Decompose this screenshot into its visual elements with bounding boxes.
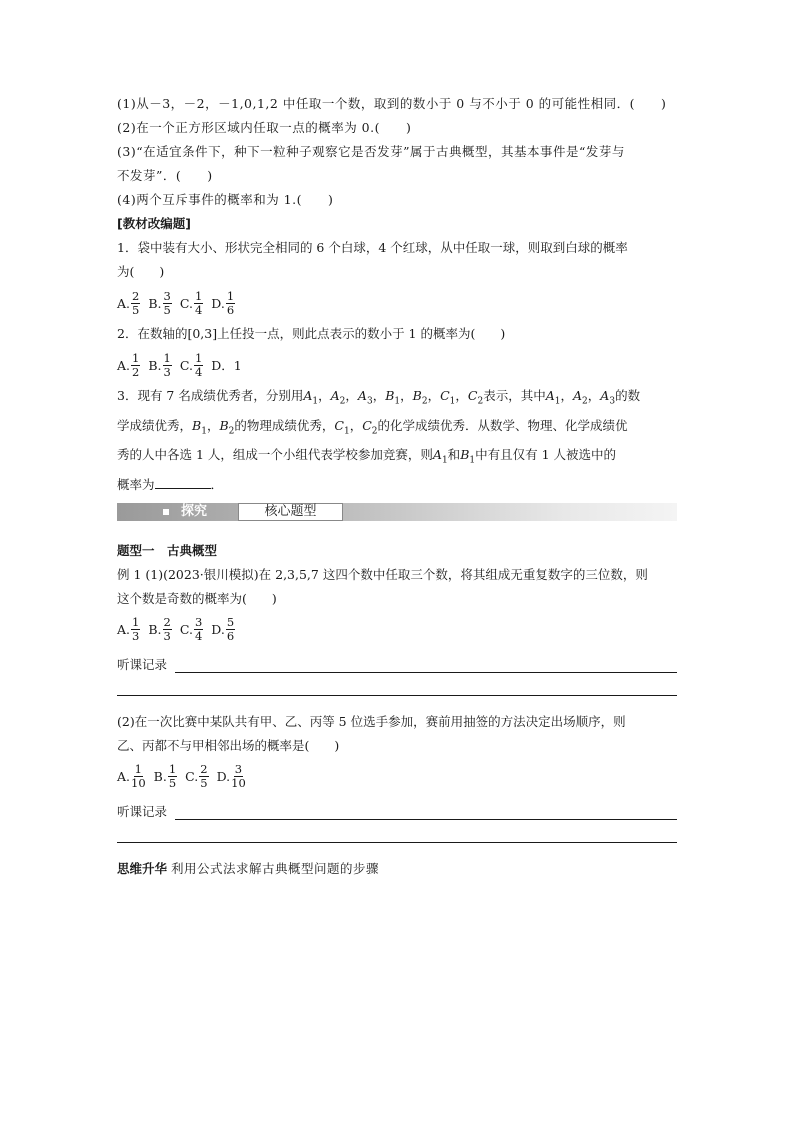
textbook-tag: [教材改编题]: [117, 216, 191, 231]
judge-item-4: (4)两个互斥事件的概率和为 1.( ): [117, 192, 334, 207]
ex1-2-options: [117, 760, 677, 794]
q3-stem-1: 3．现有 7 名成绩优秀者，分别用$A_1$，$A_2$，$A_3$，$B_1$，$B_2$，$C_1$，$C_2$表示，其中$A_1$，$A_2$，$A_3$的数: [117, 388, 641, 407]
q2-options: [117, 348, 677, 382]
q1-options: [117, 286, 677, 320]
ex1-1-option-b[interactable]: B. $\frac{2}{3}$: [148, 615, 171, 643]
square-bullet-icon: [163, 509, 169, 515]
type1-title: 题型一 古典概型: [117, 542, 218, 558]
q2-option-b[interactable]: B. $\frac{1}{3}$: [148, 350, 171, 379]
q2-option-c[interactable]: C. $\frac{1}{4}$: [179, 350, 203, 379]
judge-item-2: (2)在一个正方形区域内任取一点的概率为 0.( ): [117, 120, 412, 135]
thinking-text: 利用公式法求解古典概型问题的步骤: [171, 860, 380, 876]
q3-answer-blank[interactable]: [155, 474, 211, 489]
record-label: 听课记录: [117, 803, 168, 819]
ex1-2-stem: (2)在一次比赛中某队共有甲、乙、丙等 5 位选手参加，赛前用抽签的方法决定出场顺序，则: [117, 713, 626, 729]
record-line-2: [117, 798, 677, 820]
q3-stem-2: 学成绩优秀，$B_1$，$B_2$的物理成绩优秀，$C_1$，$C_2$的化学成绩优秀．从数学、物理、化学成绩优: [117, 417, 628, 436]
q3-stem-3: 秀的人中各选 1 人，组成一个小组代表学校参加竞赛，则$A_1$和$B_1$中有且仅有 1 人被选中的: [117, 447, 617, 466]
q2-option-a[interactable]: A. $\frac{1}{2}$: [117, 350, 140, 379]
judge-item-1: (1)从－3，－2，－1,0,1,2 中任取一个数，取到的数小于 0 与不小于 0 的可能性相同．( ): [117, 96, 667, 111]
q1-option-a[interactable]: A. $\frac{2}{5}$: [117, 288, 140, 317]
thinking-summary: [117, 857, 677, 881]
record-write-area[interactable]: [175, 805, 677, 820]
q2-option-d[interactable]: D．1: [211, 358, 242, 373]
ex1-2-option-a[interactable]: A. $\frac{1}{10}$: [117, 762, 146, 790]
q3-stem-4: 概率为 ．: [117, 473, 677, 497]
section-label-core: 核心题型: [238, 503, 343, 521]
q1-stem: 1．袋中装有大小、形状完全相同的 6 个白球，4 个红球，从中任取一球，则取到白球的概率: [117, 240, 628, 255]
ex1-1-stem: 例 1 (1)(2023·银川模拟)在 2,3,5,7 这四个数中任取三个数，将其组成无重复数字的三位数，则: [117, 566, 648, 582]
section-header: [117, 503, 677, 523]
q1-option-c[interactable]: C. $\frac{1}{4}$: [179, 288, 203, 317]
ex1-2-stem-cont: 乙、丙都不与甲相邻出场的概率是( ): [117, 737, 340, 753]
record-write-area[interactable]: [175, 658, 677, 673]
q1-option-d[interactable]: D. $\frac{1}{6}$: [211, 288, 235, 317]
ex1-1-option-c[interactable]: C. $\frac{3}{4}$: [179, 615, 203, 643]
judge-item-3: (3)“在适宜条件下，种下一粒种子观察它是否发芽”属于古典概型，其基本事件是“发芽与: [117, 144, 625, 159]
q2-stem: 2．在数轴的[0,3]上任投一点，则此点表示的数小于 1 的概率为( ): [117, 326, 506, 341]
ex1-1-option-a[interactable]: A. $\frac{1}{3}$: [117, 615, 140, 643]
thinking-label: 思维升华: [117, 860, 168, 876]
q1-stem-cont: 为( ): [117, 264, 165, 279]
ex1-2-option-c[interactable]: C. $\frac{2}{5}$: [185, 762, 208, 790]
judge-item-3-cont: 不发芽”．( ): [117, 168, 213, 183]
document-page: [117, 92, 677, 881]
ex1-2-option-b[interactable]: B. $\frac{1}{5}$: [153, 762, 177, 790]
divider-rule: [117, 695, 677, 696]
ex1-1-option-d[interactable]: D. $\frac{5}{6}$: [211, 615, 235, 643]
ex1-1-options: [117, 613, 677, 647]
ex1-2-option-d[interactable]: D. $\frac{3}{10}$: [216, 762, 246, 790]
record-line-1: [117, 651, 677, 673]
divider-rule: [117, 842, 677, 843]
record-label: 听课记录: [117, 656, 168, 672]
q1-option-b[interactable]: B. $\frac{3}{5}$: [148, 288, 171, 317]
section-label-explore: 探究: [181, 503, 208, 519]
ex1-1-stem-cont: 这个数是奇数的概率为( ): [117, 590, 277, 606]
